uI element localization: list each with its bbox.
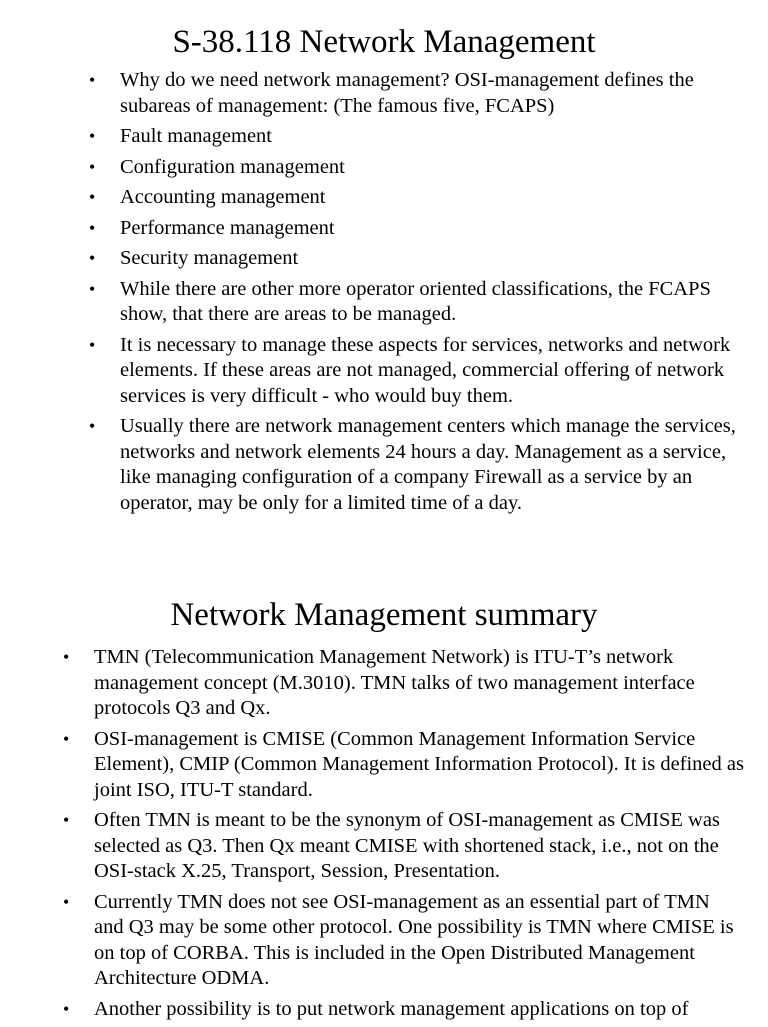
list-item — [89, 246, 750, 272]
list-item — [89, 124, 750, 150]
bullet-icon: • — [89, 126, 96, 146]
bullet-text: Performance management — [120, 216, 335, 239]
bullet-text: It is necessary to manage these aspects for services, networks and network elements. If these areas are not managed, commercial offering of network services is very difficult - who would buy them. — [120, 333, 731, 407]
bullet-text: While there are other more operator oriented classifications, the FCAPS show, that there are areas to be managed. — [120, 277, 711, 325]
bullet-icon: • — [63, 647, 70, 667]
list-item — [89, 155, 750, 181]
bullet-text: Security management — [120, 247, 299, 269]
list-item — [63, 808, 744, 885]
list-item — [89, 216, 750, 242]
bullet-icon: • — [89, 248, 96, 268]
bullet-text: Accounting management — [120, 186, 326, 208]
bullet-icon: • — [89, 334, 96, 355]
list-item — [89, 185, 750, 211]
bullet-icon: • — [89, 187, 96, 207]
bullet-text: Often TMN is meant to be the synonym of OSI-management as CMISE was selected as Q3. Then Qx meant CMISE with shortened stack, i.e., not on the OSI-stack X.25, Transport, Session, Presentation. — [94, 809, 720, 882]
bullet-text: Usually there are network management centers which manage the services, networks and network elements 24 hours a day. Management as a service, like managing configuration of a company Firewall as a service by an operator, may be only for a limited time of a day. — [120, 415, 736, 514]
list-item — [89, 68, 750, 119]
bullet-text: TMN (Telecommunication Management Network) is ITU-T’s network management concept (M.3010). TMN talks of two management interface protocols Q3 and Qx. — [94, 646, 695, 719]
bullet-icon: • — [89, 278, 96, 299]
list-item — [89, 277, 750, 328]
slide-1-title: S-38.118 Network Management — [172, 24, 596, 60]
bullet-icon: • — [63, 998, 70, 1019]
bullet-text: Currently TMN does not see OSI-management as an essential part of TMN and Q3 may be some other protocol. One possibility is TMN where CMISE is on top of CORBA. This is included in the Open Distributed Management Architecture ODMA. — [94, 890, 734, 989]
bullet-text: Another possibility is to put network management applications on top of — [94, 997, 689, 1020]
list-item — [63, 997, 744, 1023]
bullet-icon: • — [63, 891, 70, 912]
list-item — [89, 333, 750, 410]
list-item — [63, 890, 744, 992]
bullet-text: Fault management — [120, 125, 272, 147]
bullet-text: OSI-management is CMISE (Common Management Information Service Element), CMIP (Common Management Information Protocol). It is defined as joint ISO, ITU-T standard. — [94, 727, 744, 801]
list-item — [89, 414, 750, 516]
slide-2-title: Network Management summary — [170, 597, 598, 633]
list-item — [63, 727, 744, 804]
bullet-icon: • — [63, 728, 70, 749]
bullet-text: Why do we need network management? OSI-management defines the subareas of management: (The famous five, FCAPS) — [120, 69, 694, 117]
list-item — [63, 645, 744, 722]
bullet-text: Configuration management — [120, 155, 345, 178]
bullet-icon: • — [89, 70, 96, 90]
slide-1-bullet-list — [89, 68, 750, 521]
bullet-icon: • — [63, 810, 70, 830]
bullet-icon: • — [89, 217, 96, 238]
slide-2-bullet-list — [63, 645, 744, 1027]
bullet-icon: • — [89, 156, 96, 177]
bullet-icon: • — [89, 416, 96, 436]
